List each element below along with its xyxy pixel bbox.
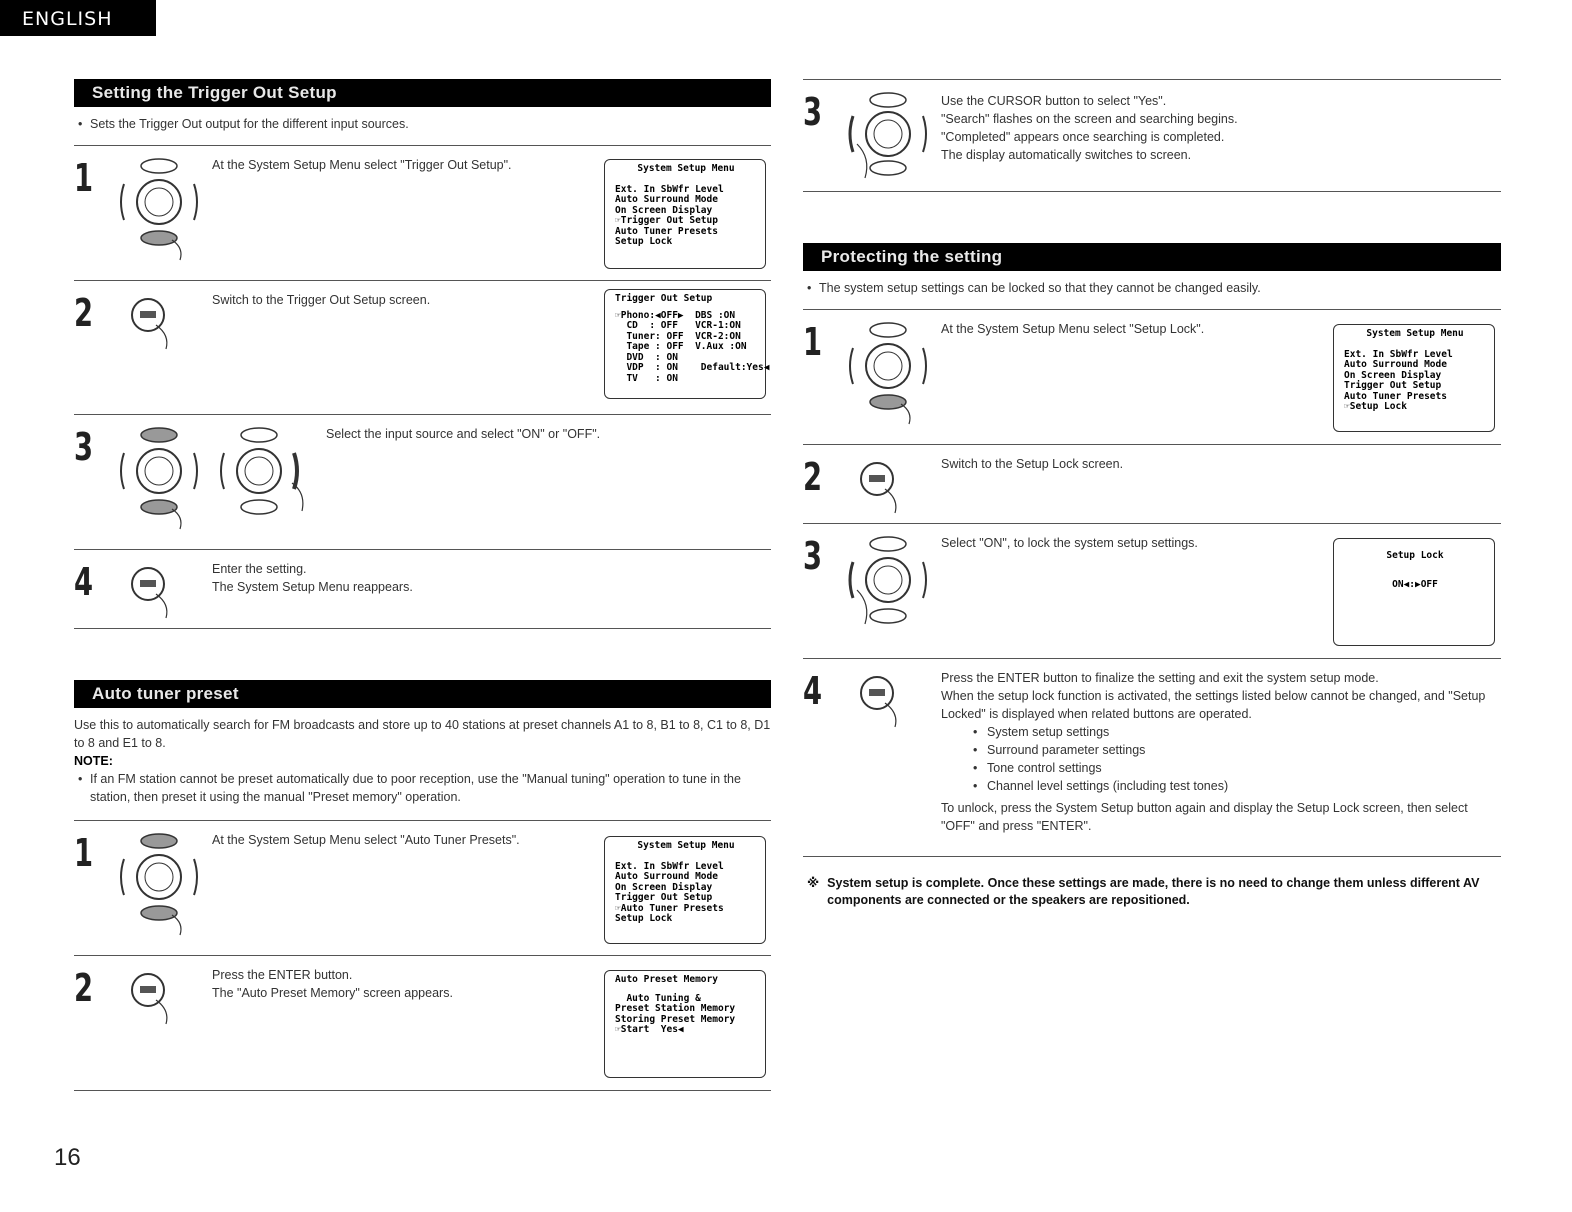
trigger-intro: • Sets the Trigger Out output for the different input sources. [74, 115, 771, 133]
step-number: 3 [74, 425, 94, 469]
cursor-pad-icon [114, 421, 204, 536]
step-text: Use the CURSOR button to select "Yes". "Search" flashes on the screen and searching begins. "Completed" appears once searching is completed. The display automatically switches to screen. [941, 94, 1238, 162]
auto-tuner-step-2 [74, 956, 771, 1090]
step-text: At the System Setup Menu select "Auto Tuner Presets". [212, 833, 520, 847]
step-text: Press the ENTER button to finalize the setting and exit the system setup mode. When the setup lock function is activated, the settings listed below cannot be changed, and "Setup Locked" is displayed when related buttons are operated. • System setup settings • Surround parameter settings • Tone control settings • Channel level settings (including test tones) To unlock, press the System Setup button again and display the Setup Lock screen, then select "OFF" and press "ENTER". [941, 669, 1501, 835]
section-title-auto-tuner: Auto tuner preset [74, 680, 771, 708]
osd-auto-preset-memory: Auto Preset Memory Auto Tuning & Preset Station Memory Storing Preset Memory ☞Start Yes◀ [604, 970, 766, 1078]
protect-intro: • The system setup settings can be locked so that they cannot be changed easily. [803, 279, 1501, 297]
osd-system-setup-menu: System Setup Menu Ext. In SbWfr Level Auto Surround Mode On Screen Display Trigger Out Setup ☞Auto Tuner Presets Setup Lock [604, 836, 766, 944]
step-text: Enter the setting. The System Setup Menu reappears. [212, 562, 413, 594]
cursor-pad-icon [843, 86, 933, 191]
step-text: At the System Setup Menu select "Setup Lock". [941, 322, 1205, 336]
protect-step-1 [803, 310, 1501, 444]
step-number: 2 [803, 455, 823, 499]
auto-tuner-note: • If an FM station cannot be preset automatically due to poor reception, use the "Manual tuning" operation to tune in the station, then preset it using the manual "Preset memory" operation. [74, 770, 771, 806]
osd-system-setup-menu: System Setup Menu Ext. In SbWfr Level Auto Surround Mode On Screen Display ☞Trigger Out Setup Auto Tuner Presets Setup Lock [604, 159, 766, 269]
final-note-text: System setup is complete. Once these settings are made, there is no need to change them unless different AV components are connected or the speakers are repositioned. [827, 876, 1480, 907]
cursor-pad-icon [114, 152, 204, 267]
trigger-step-4 [74, 550, 771, 628]
page-number: 16 [54, 1144, 81, 1171]
step-text: Select the input source and select "ON" or "OFF". [326, 427, 601, 441]
locked-item: • Channel level settings (including test tones) [941, 777, 1501, 795]
enter-button-icon [126, 293, 186, 358]
note-label: NOTE: [74, 754, 113, 768]
step-number: 4 [803, 669, 823, 713]
step-text: Switch to the Setup Lock screen. [941, 457, 1124, 471]
cursor-pad-icon [214, 421, 314, 536]
step-text: Select "ON", to lock the system setup settings. [941, 536, 1198, 550]
enter-button-icon [855, 457, 915, 522]
right-column [803, 79, 1501, 909]
osd-trigger-out-setup: Trigger Out Setup ☞Phono:◀OFF▶ DBS :ON CD : OFF VCR-1:ON Tuner: OFF VCR-2:ON Tape : OFF V.Aux :ON DVD : ON VDP : ON Default:Yes◀ TV : ON [604, 289, 766, 399]
cursor-pad-icon [843, 316, 933, 431]
osd-setup-lock: Setup Lock ON◀:▶OFF [1333, 538, 1495, 646]
locked-item: • System setup settings [941, 723, 1501, 741]
osd-system-setup-menu: System Setup Menu Ext. In SbWfr Level Auto Surround Mode On Screen Display Trigger Out Setup Auto Tuner Presets ☞Setup Lock [1333, 324, 1495, 432]
trigger-step-2 [74, 281, 771, 414]
step-text: Switch to the Trigger Out Setup screen. [212, 293, 431, 307]
protect-step-2 [803, 445, 1501, 523]
locked-item: • Surround parameter settings [941, 741, 1501, 759]
step-number: 1 [74, 156, 94, 200]
unlock-instructions: To unlock, press the System Setup button again and display the Setup Lock screen, then select "OFF" and press "ENTER". [941, 801, 1468, 833]
protect-step-3 [803, 524, 1501, 658]
language-tab: ENGLISH [0, 0, 156, 36]
step-number: 4 [74, 560, 94, 604]
auto-tuner-step-1 [74, 821, 771, 955]
step-text: At the System Setup Menu select "Trigger Out Setup". [212, 158, 512, 172]
enter-button-icon [126, 968, 186, 1033]
section-title-trigger: Setting the Trigger Out Setup [74, 79, 771, 107]
reference-mark-icon: ※ [807, 876, 820, 890]
trigger-step-3 [74, 415, 771, 549]
step-number: 1 [803, 320, 823, 364]
step-number: 3 [803, 90, 823, 134]
final-note [803, 875, 1501, 909]
step-number: 1 [74, 831, 94, 875]
trigger-step-1 [74, 146, 771, 280]
left-column [74, 79, 771, 1091]
cursor-pad-icon [114, 827, 204, 942]
section-title-protect: Protecting the setting [803, 243, 1501, 271]
step-text: Press the ENTER button. The "Auto Preset Memory" screen appears. [212, 968, 453, 1000]
enter-button-icon [855, 671, 915, 736]
step-number: 3 [803, 534, 823, 578]
protect-step-4 [803, 659, 1501, 856]
enter-button-icon [126, 562, 186, 627]
locked-item: • Tone control settings [941, 759, 1501, 777]
cursor-pad-icon [843, 530, 933, 645]
step-number: 2 [74, 966, 94, 1010]
step-number: 2 [74, 291, 94, 335]
auto-tuner-step-3 [803, 80, 1501, 191]
auto-tuner-intro: Use this to automatically search for FM broadcasts and store up to 40 stations at preset channels A1 to 8, B1 to 8, C1 to 8, D1 to 8 and E1 to 8. [74, 718, 771, 750]
